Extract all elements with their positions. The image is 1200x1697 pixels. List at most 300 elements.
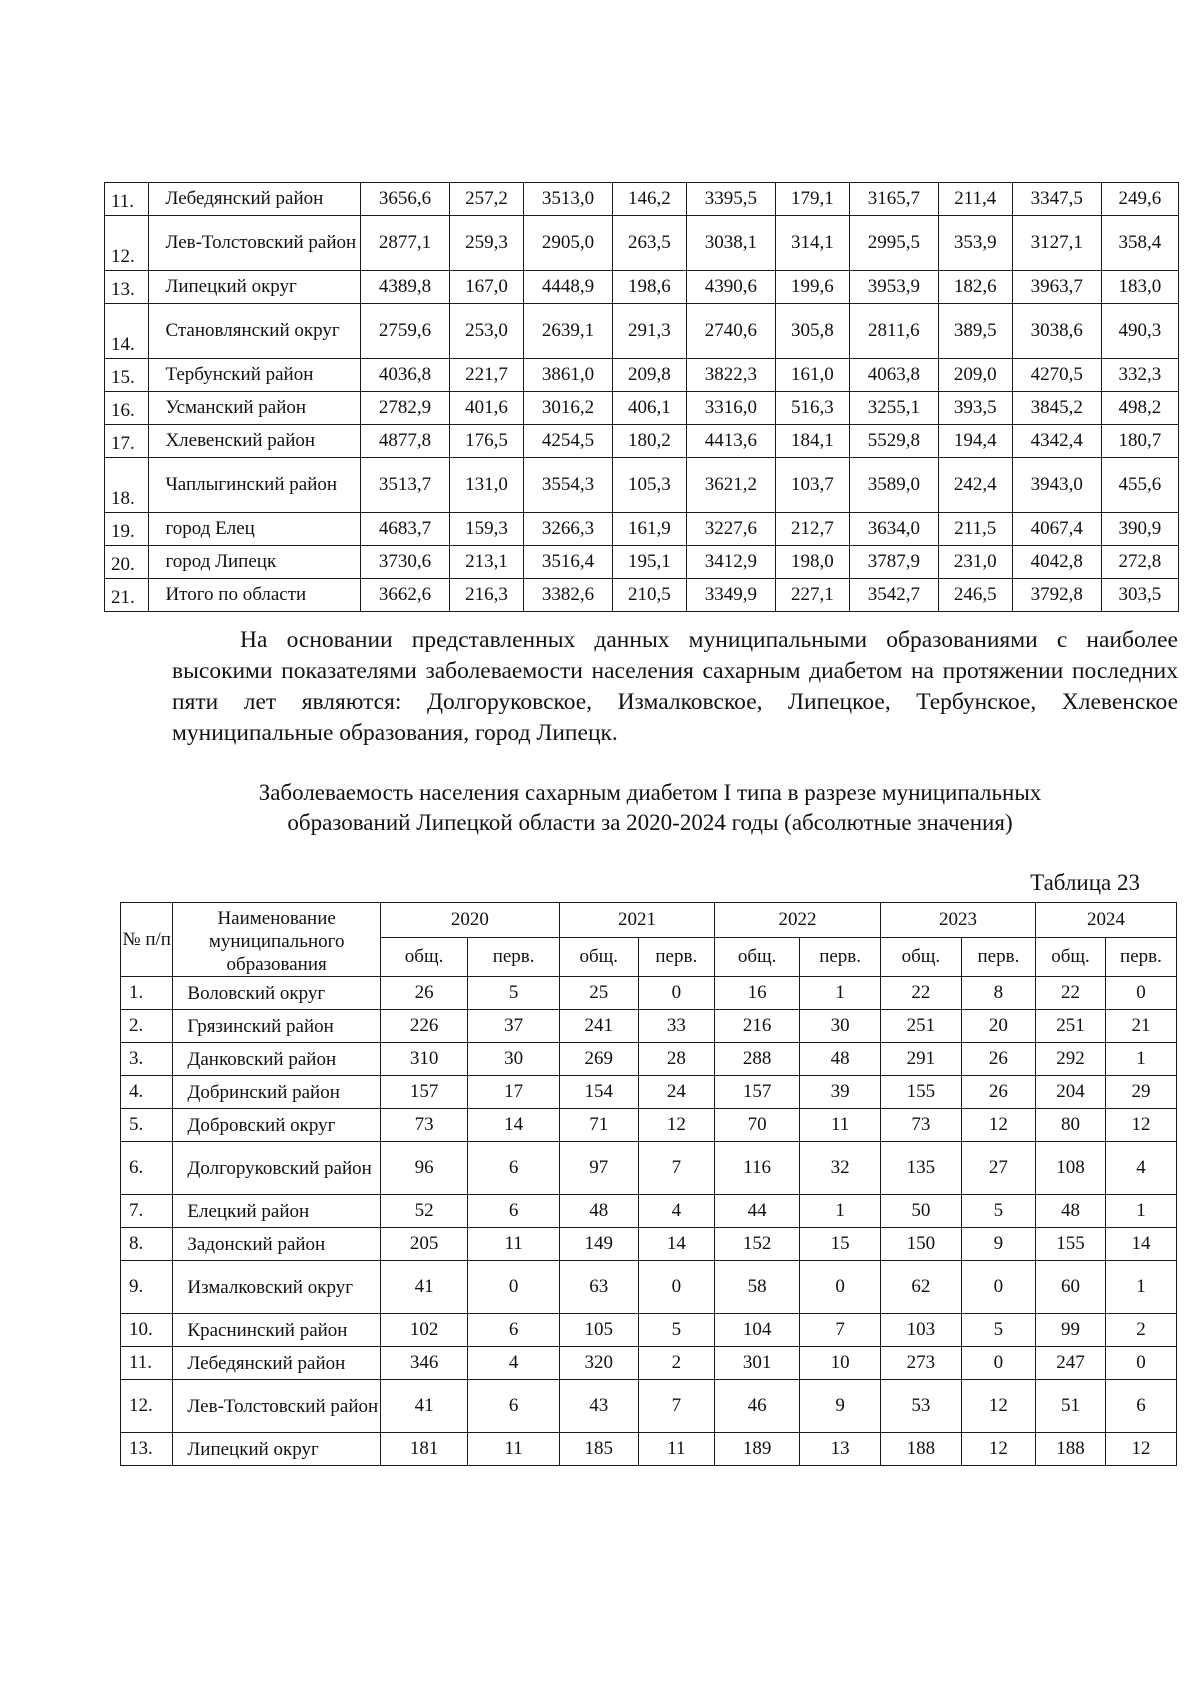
value-cell: 179,1 [775,183,849,216]
value-cell: 216 [715,1010,800,1043]
incidence-rate-table [104,182,1179,612]
value-cell: 48 [1036,1195,1106,1228]
row-number: 16. [105,392,149,425]
municipality-name: город Липецк [149,546,361,579]
value-cell: 6 [1105,1380,1176,1433]
value-cell: 251 [881,1010,962,1043]
value-cell: 11 [468,1433,560,1466]
value-cell: 3822,3 [686,359,775,392]
value-cell: 249,6 [1101,183,1178,216]
header-new: перв. [638,937,714,976]
table-row [105,359,1179,392]
value-cell: 247 [1036,1347,1106,1380]
value-cell: 62 [881,1261,962,1314]
value-cell: 4389,8 [361,271,450,304]
value-cell: 3255,1 [849,392,938,425]
table-heading [150,778,1150,838]
row-number: 17. [105,425,149,458]
table-row [105,579,1179,612]
value-cell: 105,3 [612,458,686,513]
value-cell: 52 [380,1195,467,1228]
row-number: 12. [105,216,149,271]
row-number: 6. [121,1142,173,1195]
value-cell: 12 [1105,1109,1176,1142]
value-cell: 11 [468,1228,560,1261]
municipality-name: Лебедянский район [173,1347,380,1380]
value-cell: 6 [468,1195,560,1228]
value-cell: 37 [468,1010,560,1043]
value-cell: 3730,6 [361,546,450,579]
value-cell: 71 [559,1109,638,1142]
header-new: перв. [468,937,560,976]
value-cell: 180,7 [1101,425,1178,458]
value-cell: 6 [468,1142,560,1195]
table-row [121,1314,1177,1347]
value-cell: 96 [380,1142,467,1195]
value-cell: 3943,0 [1012,458,1101,513]
value-cell: 188 [1036,1433,1106,1466]
value-cell: 213,1 [449,546,523,579]
value-cell: 310 [380,1043,467,1076]
value-cell: 1 [800,977,881,1010]
value-cell: 3165,7 [849,183,938,216]
value-cell: 320 [559,1347,638,1380]
value-cell: 4390,6 [686,271,775,304]
municipality-name: Лев-Толстовский район [173,1380,380,1433]
value-cell: 273 [881,1347,962,1380]
value-cell: 4067,4 [1012,513,1101,546]
value-cell: 103 [881,1314,962,1347]
value-cell: 17 [468,1076,560,1109]
value-cell: 3412,9 [686,546,775,579]
table-row [105,183,1179,216]
value-cell: 26 [961,1076,1035,1109]
value-cell: 11 [638,1433,714,1466]
value-cell: 6 [468,1380,560,1433]
value-cell: 25 [559,977,638,1010]
value-cell: 16 [715,977,800,1010]
value-cell: 97 [559,1142,638,1195]
municipality-name: Добринский район [173,1076,380,1109]
value-cell: 10 [800,1347,881,1380]
table-number-label: Таблица 23 [1030,870,1140,895]
table-heading-line: образований Липецкой области за 2020-2024 годы (абсолютные значения) [287,810,1013,835]
table-row [105,392,1179,425]
value-cell: 8 [961,977,1035,1010]
value-cell: 3634,0 [849,513,938,546]
header-year: 2020 [380,903,559,938]
value-cell: 246,5 [938,579,1012,612]
value-cell: 303,5 [1101,579,1178,612]
value-cell: 41 [380,1261,467,1314]
value-cell: 209,8 [612,359,686,392]
table-row [121,1109,1177,1142]
value-cell: 27 [961,1142,1035,1195]
value-cell: 3861,0 [524,359,613,392]
value-cell: 135 [881,1142,962,1195]
municipality-name: Елецкий район [173,1195,380,1228]
table-row [121,1195,1177,1228]
value-cell: 305,8 [775,304,849,359]
value-cell: 9 [800,1380,881,1433]
value-cell: 1 [800,1195,881,1228]
municipality-name: Итого по области [149,579,361,612]
value-cell: 12 [961,1380,1035,1433]
header-new: перв. [1105,937,1176,976]
value-cell: 2 [638,1347,714,1380]
value-cell: 3542,7 [849,579,938,612]
municipality-name: Липецкий округ [173,1433,380,1466]
value-cell: 29 [1105,1076,1176,1109]
value-cell: 204 [1036,1076,1106,1109]
value-cell: 272,8 [1101,546,1178,579]
value-cell: 0 [1105,1347,1176,1380]
value-cell: 50 [881,1195,962,1228]
value-cell: 154 [559,1076,638,1109]
table-row [105,513,1179,546]
value-cell: 4877,8 [361,425,450,458]
value-cell: 108 [1036,1142,1106,1195]
value-cell: 199,6 [775,271,849,304]
value-cell: 3845,2 [1012,392,1101,425]
value-cell: 104 [715,1314,800,1347]
row-number: 7. [121,1195,173,1228]
header-year: 2024 [1036,903,1177,938]
value-cell: 253,0 [449,304,523,359]
value-cell: 13 [800,1433,881,1466]
value-cell: 2 [1105,1314,1176,1347]
municipality-name: Усманский район [149,392,361,425]
value-cell: 20 [961,1010,1035,1043]
value-cell: 22 [1036,977,1106,1010]
value-cell: 26 [961,1043,1035,1076]
value-cell: 211,4 [938,183,1012,216]
header-year: 2023 [881,903,1036,938]
value-cell: 516,3 [775,392,849,425]
value-cell: 4063,8 [849,359,938,392]
value-cell: 149 [559,1228,638,1261]
row-number: 11. [121,1347,173,1380]
value-cell: 182,6 [938,271,1012,304]
value-cell: 257,2 [449,183,523,216]
value-cell: 292 [1036,1043,1106,1076]
value-cell: 3953,9 [849,271,938,304]
value-cell: 30 [468,1043,560,1076]
value-cell: 48 [559,1195,638,1228]
value-cell: 30 [800,1010,881,1043]
municipality-name: Данковский район [173,1043,380,1076]
row-number: 13. [105,271,149,304]
value-cell: 198,0 [775,546,849,579]
value-cell: 209,0 [938,359,1012,392]
value-cell: 3038,1 [686,216,775,271]
value-cell: 231,0 [938,546,1012,579]
value-cell: 314,1 [775,216,849,271]
conclusion-paragraph: На основании представленных данных муниципальными образованиями с наиболее высокими показателями заболеваемости населения сахарным диабетом на протяжении последних пяти лет являются: Долгоруковское, Измалковское, Липецкое, Тербунское, Хлевенское муниципальные образования, город Липецк. [172,627,1178,746]
table-row [105,458,1179,513]
table-row [121,1228,1177,1261]
value-cell: 7 [638,1380,714,1433]
table-row [105,425,1179,458]
value-cell: 189 [715,1433,800,1466]
municipality-name: Становлянский округ [149,304,361,359]
value-cell: 22 [881,977,962,1010]
header-municipality: Наименование муниципального образования [173,903,380,977]
value-cell: 3513,0 [524,183,613,216]
header-total: общ. [1036,937,1106,976]
value-cell: 14 [638,1228,714,1261]
row-number: 10. [121,1314,173,1347]
value-cell: 390,9 [1101,513,1178,546]
value-cell: 3349,9 [686,579,775,612]
value-cell: 99 [1036,1314,1106,1347]
value-cell: 195,1 [612,546,686,579]
value-cell: 159,3 [449,513,523,546]
value-cell: 3347,5 [1012,183,1101,216]
value-cell: 161,0 [775,359,849,392]
value-cell: 4042,8 [1012,546,1101,579]
value-cell: 212,7 [775,513,849,546]
value-cell: 3792,8 [1012,579,1101,612]
value-cell: 221,7 [449,359,523,392]
header-total: общ. [715,937,800,976]
value-cell: 150 [881,1228,962,1261]
value-cell: 301 [715,1347,800,1380]
table-heading-line: Заболеваемость населения сахарным диабетом I типа в разрезе муниципальных [258,780,1042,805]
header-new: перв. [961,937,1035,976]
value-cell: 51 [1036,1380,1106,1433]
table-row [121,1347,1177,1380]
value-cell: 5 [961,1314,1035,1347]
value-cell: 205 [380,1228,467,1261]
value-cell: 2759,6 [361,304,450,359]
value-cell: 14 [468,1109,560,1142]
value-cell: 3656,6 [361,183,450,216]
header-total: общ. [380,937,467,976]
value-cell: 0 [800,1261,881,1314]
value-cell: 41 [380,1380,467,1433]
value-cell: 288 [715,1043,800,1076]
value-cell: 7 [638,1142,714,1195]
table-row [121,1010,1177,1043]
row-number: 11. [105,183,149,216]
municipality-name: Лев-Толстовский район [149,216,361,271]
value-cell: 48 [800,1043,881,1076]
value-cell: 105 [559,1314,638,1347]
value-cell: 5 [468,977,560,1010]
table-row [105,304,1179,359]
value-cell: 1 [1105,1195,1176,1228]
value-cell: 70 [715,1109,800,1142]
value-cell: 406,1 [612,392,686,425]
value-cell: 3662,6 [361,579,450,612]
value-cell: 216,3 [449,579,523,612]
value-cell: 152 [715,1228,800,1261]
value-cell: 43 [559,1380,638,1433]
row-number: 1. [121,977,173,1010]
value-cell: 7 [800,1314,881,1347]
value-cell: 167,0 [449,271,523,304]
value-cell: 181 [380,1433,467,1466]
municipality-name: город Елец [149,513,361,546]
row-number: 12. [121,1380,173,1433]
value-cell: 3516,4 [524,546,613,579]
value-cell: 80 [1036,1109,1106,1142]
value-cell: 2905,0 [524,216,613,271]
value-cell: 6 [468,1314,560,1347]
value-cell: 4683,7 [361,513,450,546]
value-cell: 157 [715,1076,800,1109]
value-cell: 269 [559,1043,638,1076]
value-cell: 0 [961,1261,1035,1314]
value-cell: 259,3 [449,216,523,271]
header-year: 2021 [559,903,714,938]
value-cell: 73 [881,1109,962,1142]
value-cell: 498,2 [1101,392,1178,425]
table-row [105,216,1179,271]
value-cell: 1 [1105,1261,1176,1314]
value-cell: 0 [638,977,714,1010]
value-cell: 39 [800,1076,881,1109]
table-row [121,1261,1177,1314]
value-cell: 4036,8 [361,359,450,392]
municipality-name: Воловский округ [173,977,380,1010]
value-cell: 188 [881,1433,962,1466]
value-cell: 5 [638,1314,714,1347]
value-cell: 28 [638,1043,714,1076]
value-cell: 353,9 [938,216,1012,271]
value-cell: 211,5 [938,513,1012,546]
value-cell: 4 [468,1347,560,1380]
value-cell: 3038,6 [1012,304,1101,359]
value-cell: 4342,4 [1012,425,1101,458]
municipality-name: Долгоруковский район [173,1142,380,1195]
table-row [121,1043,1177,1076]
value-cell: 12 [961,1109,1035,1142]
value-cell: 58 [715,1261,800,1314]
municipality-name: Добровский округ [173,1109,380,1142]
row-number: 3. [121,1043,173,1076]
value-cell: 63 [559,1261,638,1314]
value-cell: 3513,7 [361,458,450,513]
value-cell: 180,2 [612,425,686,458]
value-cell: 4 [1105,1142,1176,1195]
value-cell: 12 [1105,1433,1176,1466]
value-cell: 33 [638,1010,714,1043]
row-number: 2. [121,1010,173,1043]
value-cell: 490,3 [1101,304,1178,359]
value-cell: 358,4 [1101,216,1178,271]
value-cell: 2877,1 [361,216,450,271]
value-cell: 3589,0 [849,458,938,513]
table-row [121,1433,1177,1466]
value-cell: 389,5 [938,304,1012,359]
value-cell: 5529,8 [849,425,938,458]
value-cell: 0 [468,1261,560,1314]
value-cell: 9 [961,1228,1035,1261]
value-cell: 455,6 [1101,458,1178,513]
value-cell: 103,7 [775,458,849,513]
value-cell: 157 [380,1076,467,1109]
row-number: 20. [105,546,149,579]
value-cell: 4413,6 [686,425,775,458]
value-cell: 4 [638,1195,714,1228]
row-number: 8. [121,1228,173,1261]
value-cell: 2740,6 [686,304,775,359]
value-cell: 3554,3 [524,458,613,513]
value-cell: 2782,9 [361,392,450,425]
value-cell: 183,0 [1101,271,1178,304]
value-cell: 3395,5 [686,183,775,216]
value-cell: 102 [380,1314,467,1347]
value-cell: 161,9 [612,513,686,546]
value-cell: 3787,9 [849,546,938,579]
value-cell: 242,4 [938,458,1012,513]
value-cell: 4254,5 [524,425,613,458]
value-cell: 131,0 [449,458,523,513]
row-number: 14. [105,304,149,359]
value-cell: 393,5 [938,392,1012,425]
row-number: 21. [105,579,149,612]
value-cell: 116 [715,1142,800,1195]
value-cell: 3266,3 [524,513,613,546]
header-total: общ. [881,937,962,976]
value-cell: 226 [380,1010,467,1043]
table-row [121,1142,1177,1195]
value-cell: 2995,5 [849,216,938,271]
value-cell: 263,5 [612,216,686,271]
value-cell: 3227,6 [686,513,775,546]
value-cell: 12 [638,1109,714,1142]
value-cell: 0 [961,1347,1035,1380]
value-cell: 53 [881,1380,962,1433]
header-number: № п/п [121,903,173,977]
table-row [121,977,1177,1010]
value-cell: 146,2 [612,183,686,216]
value-cell: 14 [1105,1228,1176,1261]
municipality-name: Задонский район [173,1228,380,1261]
value-cell: 291 [881,1043,962,1076]
value-cell: 3127,1 [1012,216,1101,271]
municipality-name: Хлевенский район [149,425,361,458]
value-cell: 332,3 [1101,359,1178,392]
value-cell: 155 [1036,1228,1106,1261]
value-cell: 194,4 [938,425,1012,458]
municipality-name: Грязинский район [173,1010,380,1043]
value-cell: 0 [638,1261,714,1314]
value-cell: 5 [961,1195,1035,1228]
value-cell: 346 [380,1347,467,1380]
value-cell: 15 [800,1228,881,1261]
value-cell: 32 [800,1142,881,1195]
value-cell: 4448,9 [524,271,613,304]
value-cell: 241 [559,1010,638,1043]
value-cell: 21 [1105,1010,1176,1043]
value-cell: 184,1 [775,425,849,458]
value-cell: 44 [715,1195,800,1228]
value-cell: 60 [1036,1261,1106,1314]
table-row [121,1076,1177,1109]
value-cell: 12 [961,1433,1035,1466]
value-cell: 210,5 [612,579,686,612]
value-cell: 3316,0 [686,392,775,425]
value-cell: 155 [881,1076,962,1109]
value-cell: 46 [715,1380,800,1433]
row-number: 9. [121,1261,173,1314]
row-number: 13. [121,1433,173,1466]
municipality-name: Тербунский район [149,359,361,392]
header-new: перв. [800,937,881,976]
